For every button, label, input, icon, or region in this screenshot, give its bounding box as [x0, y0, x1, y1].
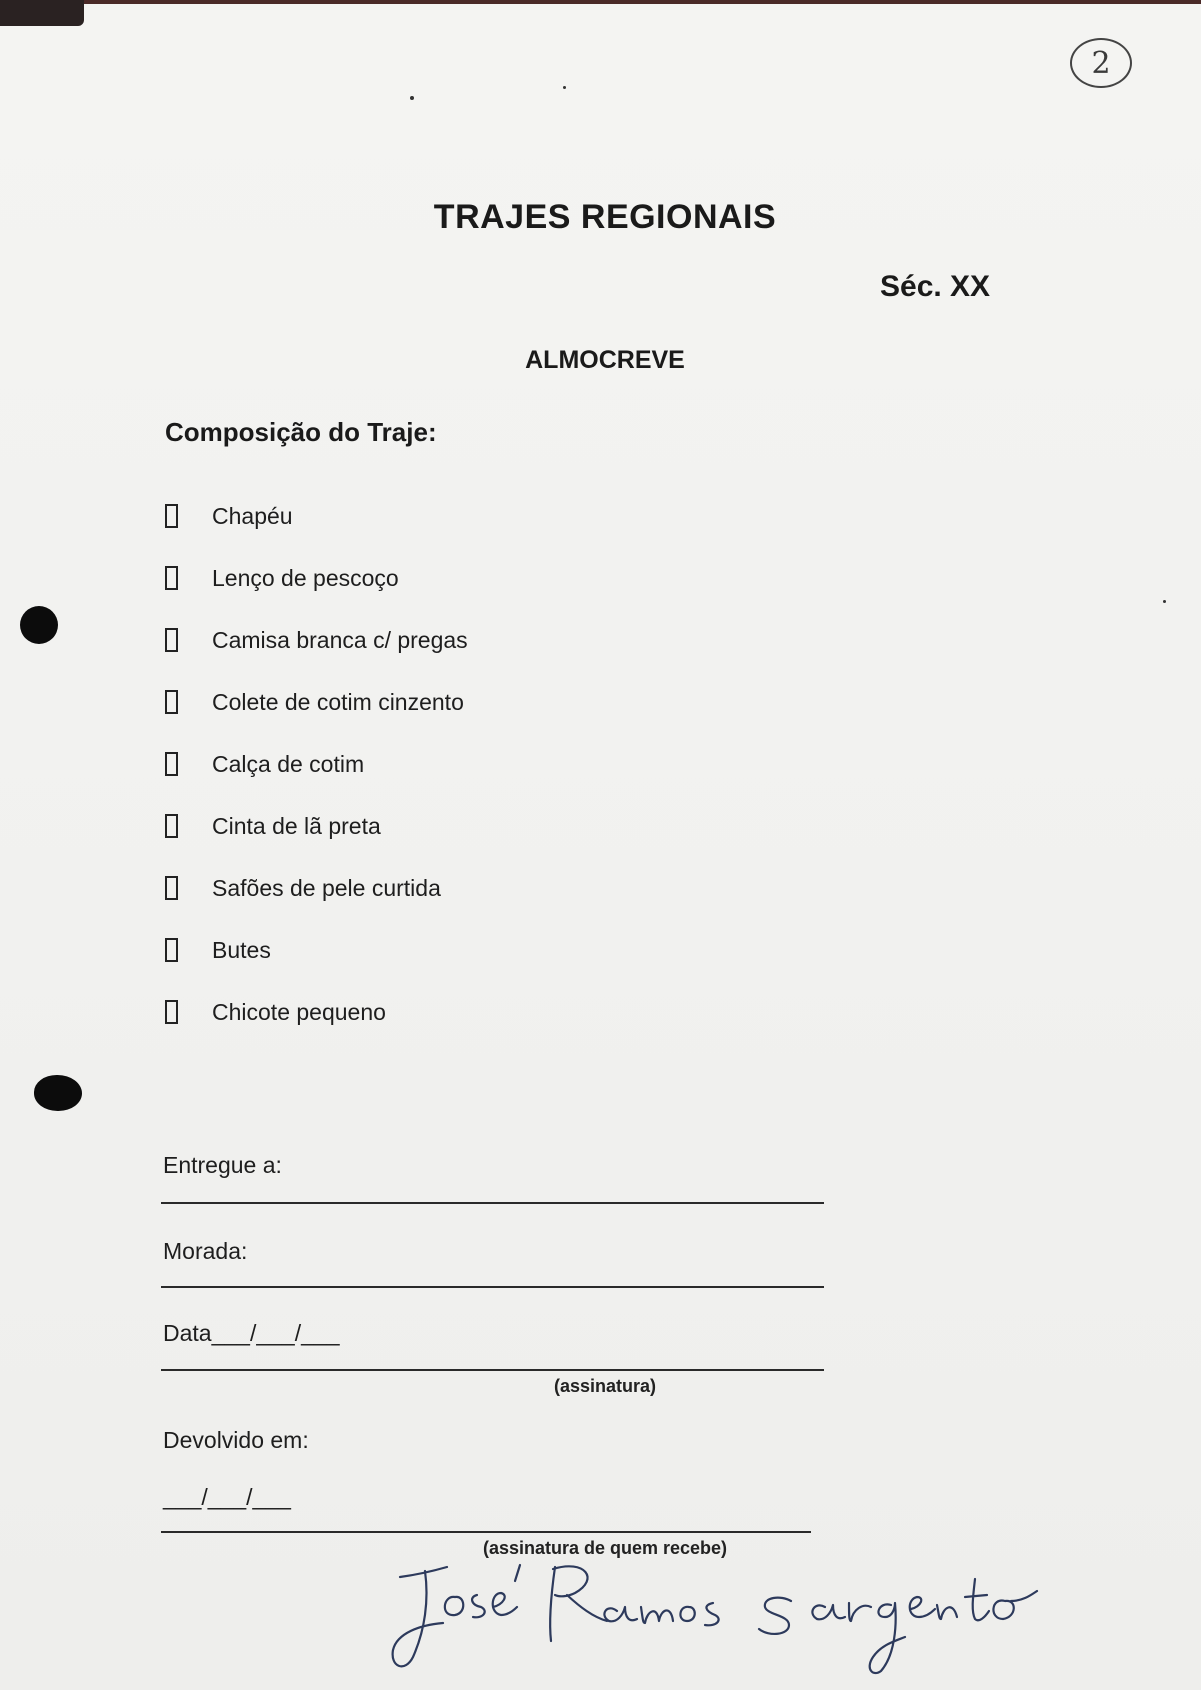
item-label: Cinta de lã preta	[212, 812, 381, 839]
paper-speck	[563, 86, 566, 89]
century-label: Séc. XX	[880, 270, 991, 303]
list-item	[165, 547, 468, 609]
item-label: Lenço de pescoço	[212, 564, 399, 591]
punch-hole	[34, 1075, 82, 1111]
list-item	[165, 671, 468, 733]
list-item	[165, 981, 468, 1043]
list-item	[165, 795, 468, 857]
checkbox[interactable]	[165, 566, 178, 590]
checkbox[interactable]	[165, 504, 178, 528]
item-label: Butes	[212, 936, 271, 963]
checkbox[interactable]	[165, 752, 178, 776]
list-item	[165, 485, 468, 547]
costume-name: ALMOCREVE	[525, 346, 685, 374]
date-label[interactable]: Data___/___/___	[163, 1320, 340, 1346]
item-label: Colete de cotim cinzento	[212, 688, 464, 715]
checkbox[interactable]	[165, 938, 178, 962]
checkbox[interactable]	[165, 814, 178, 838]
punch-hole	[20, 606, 58, 644]
returned-label: Devolvido em:	[163, 1427, 309, 1453]
address-line[interactable]	[161, 1286, 824, 1288]
item-label: Chicote pequeno	[212, 998, 386, 1025]
composition-list	[165, 485, 468, 1043]
item-label: Safões de pele curtida	[212, 874, 441, 901]
delivered-to-line[interactable]	[161, 1202, 824, 1204]
receiver-signature-line[interactable]	[161, 1531, 811, 1533]
receiver-signature-caption: (assinatura de quem recebe)	[482, 1538, 728, 1558]
signature-caption: (assinatura)	[553, 1376, 657, 1396]
page-number: 2	[1091, 45, 1111, 81]
checkbox[interactable]	[165, 628, 178, 652]
delivered-to-label: Entregue a:	[163, 1152, 282, 1178]
corner-tab	[0, 0, 84, 26]
signature-line[interactable]	[161, 1369, 824, 1371]
checkbox[interactable]	[165, 876, 178, 900]
paper-speck	[1163, 600, 1166, 603]
page-top-edge	[0, 0, 1201, 4]
returned-date[interactable]: ___/___/___	[163, 1484, 291, 1510]
checkbox[interactable]	[165, 1000, 178, 1024]
list-item	[165, 609, 468, 671]
document-title: TRAJES REGIONAIS	[433, 198, 777, 236]
checkbox[interactable]	[165, 690, 178, 714]
handwritten-signature	[385, 1545, 1075, 1685]
item-label: Calça de cotim	[212, 750, 365, 777]
paper-speck	[410, 96, 414, 100]
address-label: Morada:	[163, 1238, 248, 1264]
item-label: Camisa branca c/ pregas	[212, 626, 468, 653]
item-label: Chapéu	[212, 502, 293, 529]
list-item	[165, 733, 468, 795]
list-item	[165, 919, 468, 981]
list-item	[165, 857, 468, 919]
page-number-circle	[1070, 38, 1132, 88]
composition-heading: Composição do Traje:	[165, 417, 437, 447]
